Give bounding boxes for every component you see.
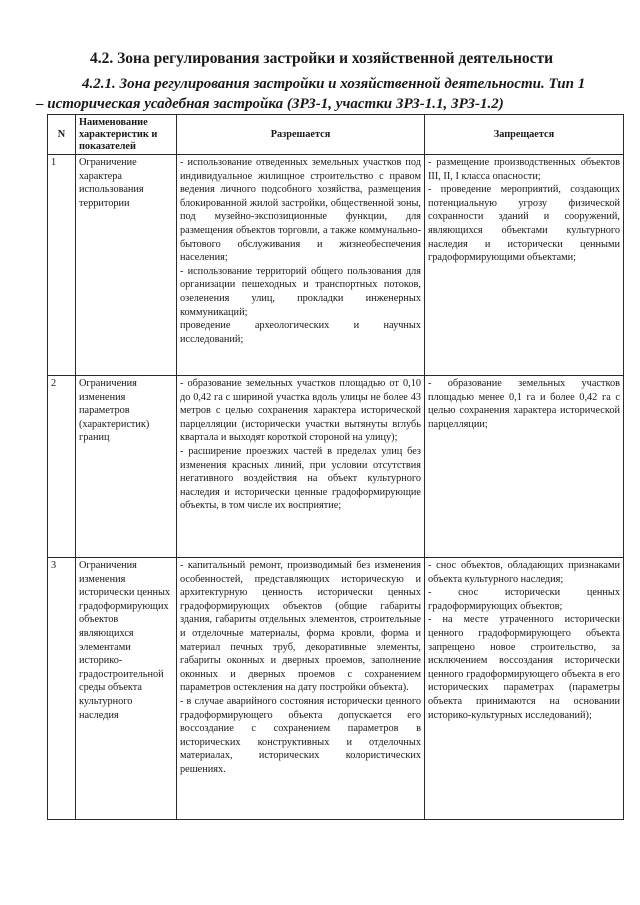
table-row xyxy=(48,376,624,558)
header-name: Наименование характеристик и показателей xyxy=(76,115,177,155)
row-name: Ограничения изменения параметров (характеристик) границ xyxy=(76,376,177,558)
cell-paragraph: - проведение мероприятий, создающих потенциальную угрозу физической сохранности зданий и сооружений, являющихся объектами культурного наследия и исторически ценными градоформирующими объектами; xyxy=(428,184,620,264)
cell-paragraph: - снос объектов, обладающих признаками объекта культурного наследия; xyxy=(428,560,620,585)
cell-paragraph: - образование земельных участков площадью менее 0,1 га и более 0,42 га с целью сохранения характера исторической парцелляции; xyxy=(428,378,620,430)
table-row xyxy=(48,558,624,820)
cell-paragraph: - образование земельных участков площадью от 0,10 до 0,42 га с шириной участка вдоль улицы не более 43 метров с целью сохранения характера исторической парцелляции (исторически участки вытянуты вглубь квартала и выходят короткой стороной на улицу); xyxy=(180,378,421,444)
row-name: Ограничение характера использования территории xyxy=(76,155,177,376)
cell-paragraph: - размещение производственных объектов III, II, I класса опасности; xyxy=(428,157,620,182)
cell-paragraph: - расширение проезжих частей в пределах улиц без изменения красных линий, при условии отсутствия негативного воздействия на объект культурного наследия и исторически ценные градоформирующие объекты, в том числе их восприятие; xyxy=(180,445,421,512)
cell-paragraph: - использование территорий общего пользования для организации пешеходных и транспортных потоков, озеленения улиц, прокладки инженерных коммуникаций; xyxy=(180,265,421,318)
row-number: 1 xyxy=(48,155,76,376)
regulation-table xyxy=(47,114,624,820)
row-name: Ограничения изменения исторически ценных градоформирующих объектов являющихся элементами историко-градостроительной среды объекта культурного наследия xyxy=(76,558,177,820)
subsection-title-line-1: 4.2.1. Зона регулирования застройки и хозяйственной деятельности. Тип 1 xyxy=(82,76,586,92)
subsection-title-line-2: – историческая усадебная застройка (ЗРЗ-1, участки ЗРЗ-1.1, ЗРЗ-1.2) xyxy=(36,96,504,112)
section-title: 4.2. Зона регулирования застройки и хозяйственной деятельности xyxy=(90,50,554,67)
row-number: 3 xyxy=(48,558,76,820)
row-forbidden xyxy=(425,558,624,820)
row-forbidden xyxy=(425,376,624,558)
cell-paragraph: проведение археологических и научных исследований; xyxy=(180,320,421,345)
table-row xyxy=(48,155,624,376)
row-number: 2 xyxy=(48,376,76,558)
row-allowed xyxy=(177,376,425,558)
cell-paragraph: - использование отведенных земельных участков под индивидуальное жилищное строительство с правом ведения личного подсобного хозяйства, размещения блокированной жилой застройки, общественной зоны, под музейно-экспозиционные функции, для размещения объектов торговли, а также коммунально-бытового обслуживания и жизнеобеспечения населения; xyxy=(180,157,421,264)
row-allowed xyxy=(177,558,425,820)
row-allowed xyxy=(177,155,425,376)
table-header-row xyxy=(48,115,624,155)
header-allowed: Разрешается xyxy=(177,115,425,155)
cell-paragraph: - в случае аварийного состояния исторически ценного градоформирующего объекта допускается его воссоздание с сохранением параметров в исторических конструктивных и отделочных материалах, исторических колористических решениях. xyxy=(180,695,421,775)
row-forbidden xyxy=(425,155,624,376)
header-forbidden: Запрещается xyxy=(425,115,624,155)
cell-paragraph: - капитальный ремонт, производимый без изменения особенностей, представляющих историческую и архитектурную ценность исторически ценных градоформирующих объектов (общие габариты здания, габариты отдельных элементов, строительные и отделочные материалы, форма кровли, форма и материал печных труб, декоративные элементы, габариты оконных и дверных проемов, заполнение оконных и дверных проемов с сохранением параметров остекления на дату постройки объекта). xyxy=(180,560,421,694)
header-number: N xyxy=(48,115,76,155)
cell-paragraph: - на месте утраченного исторически ценного градоформирующего объекта запрещено новое строительство, за исключением воссоздания исторически ценного градоформирующего объекта в его исторических параметрах (параметры объекта принимаются на основании историко-культурных исследований); xyxy=(428,614,620,721)
subsection-title xyxy=(36,74,620,114)
cell-paragraph: - снос исторически ценных градоформирующих объектов; xyxy=(428,587,620,612)
